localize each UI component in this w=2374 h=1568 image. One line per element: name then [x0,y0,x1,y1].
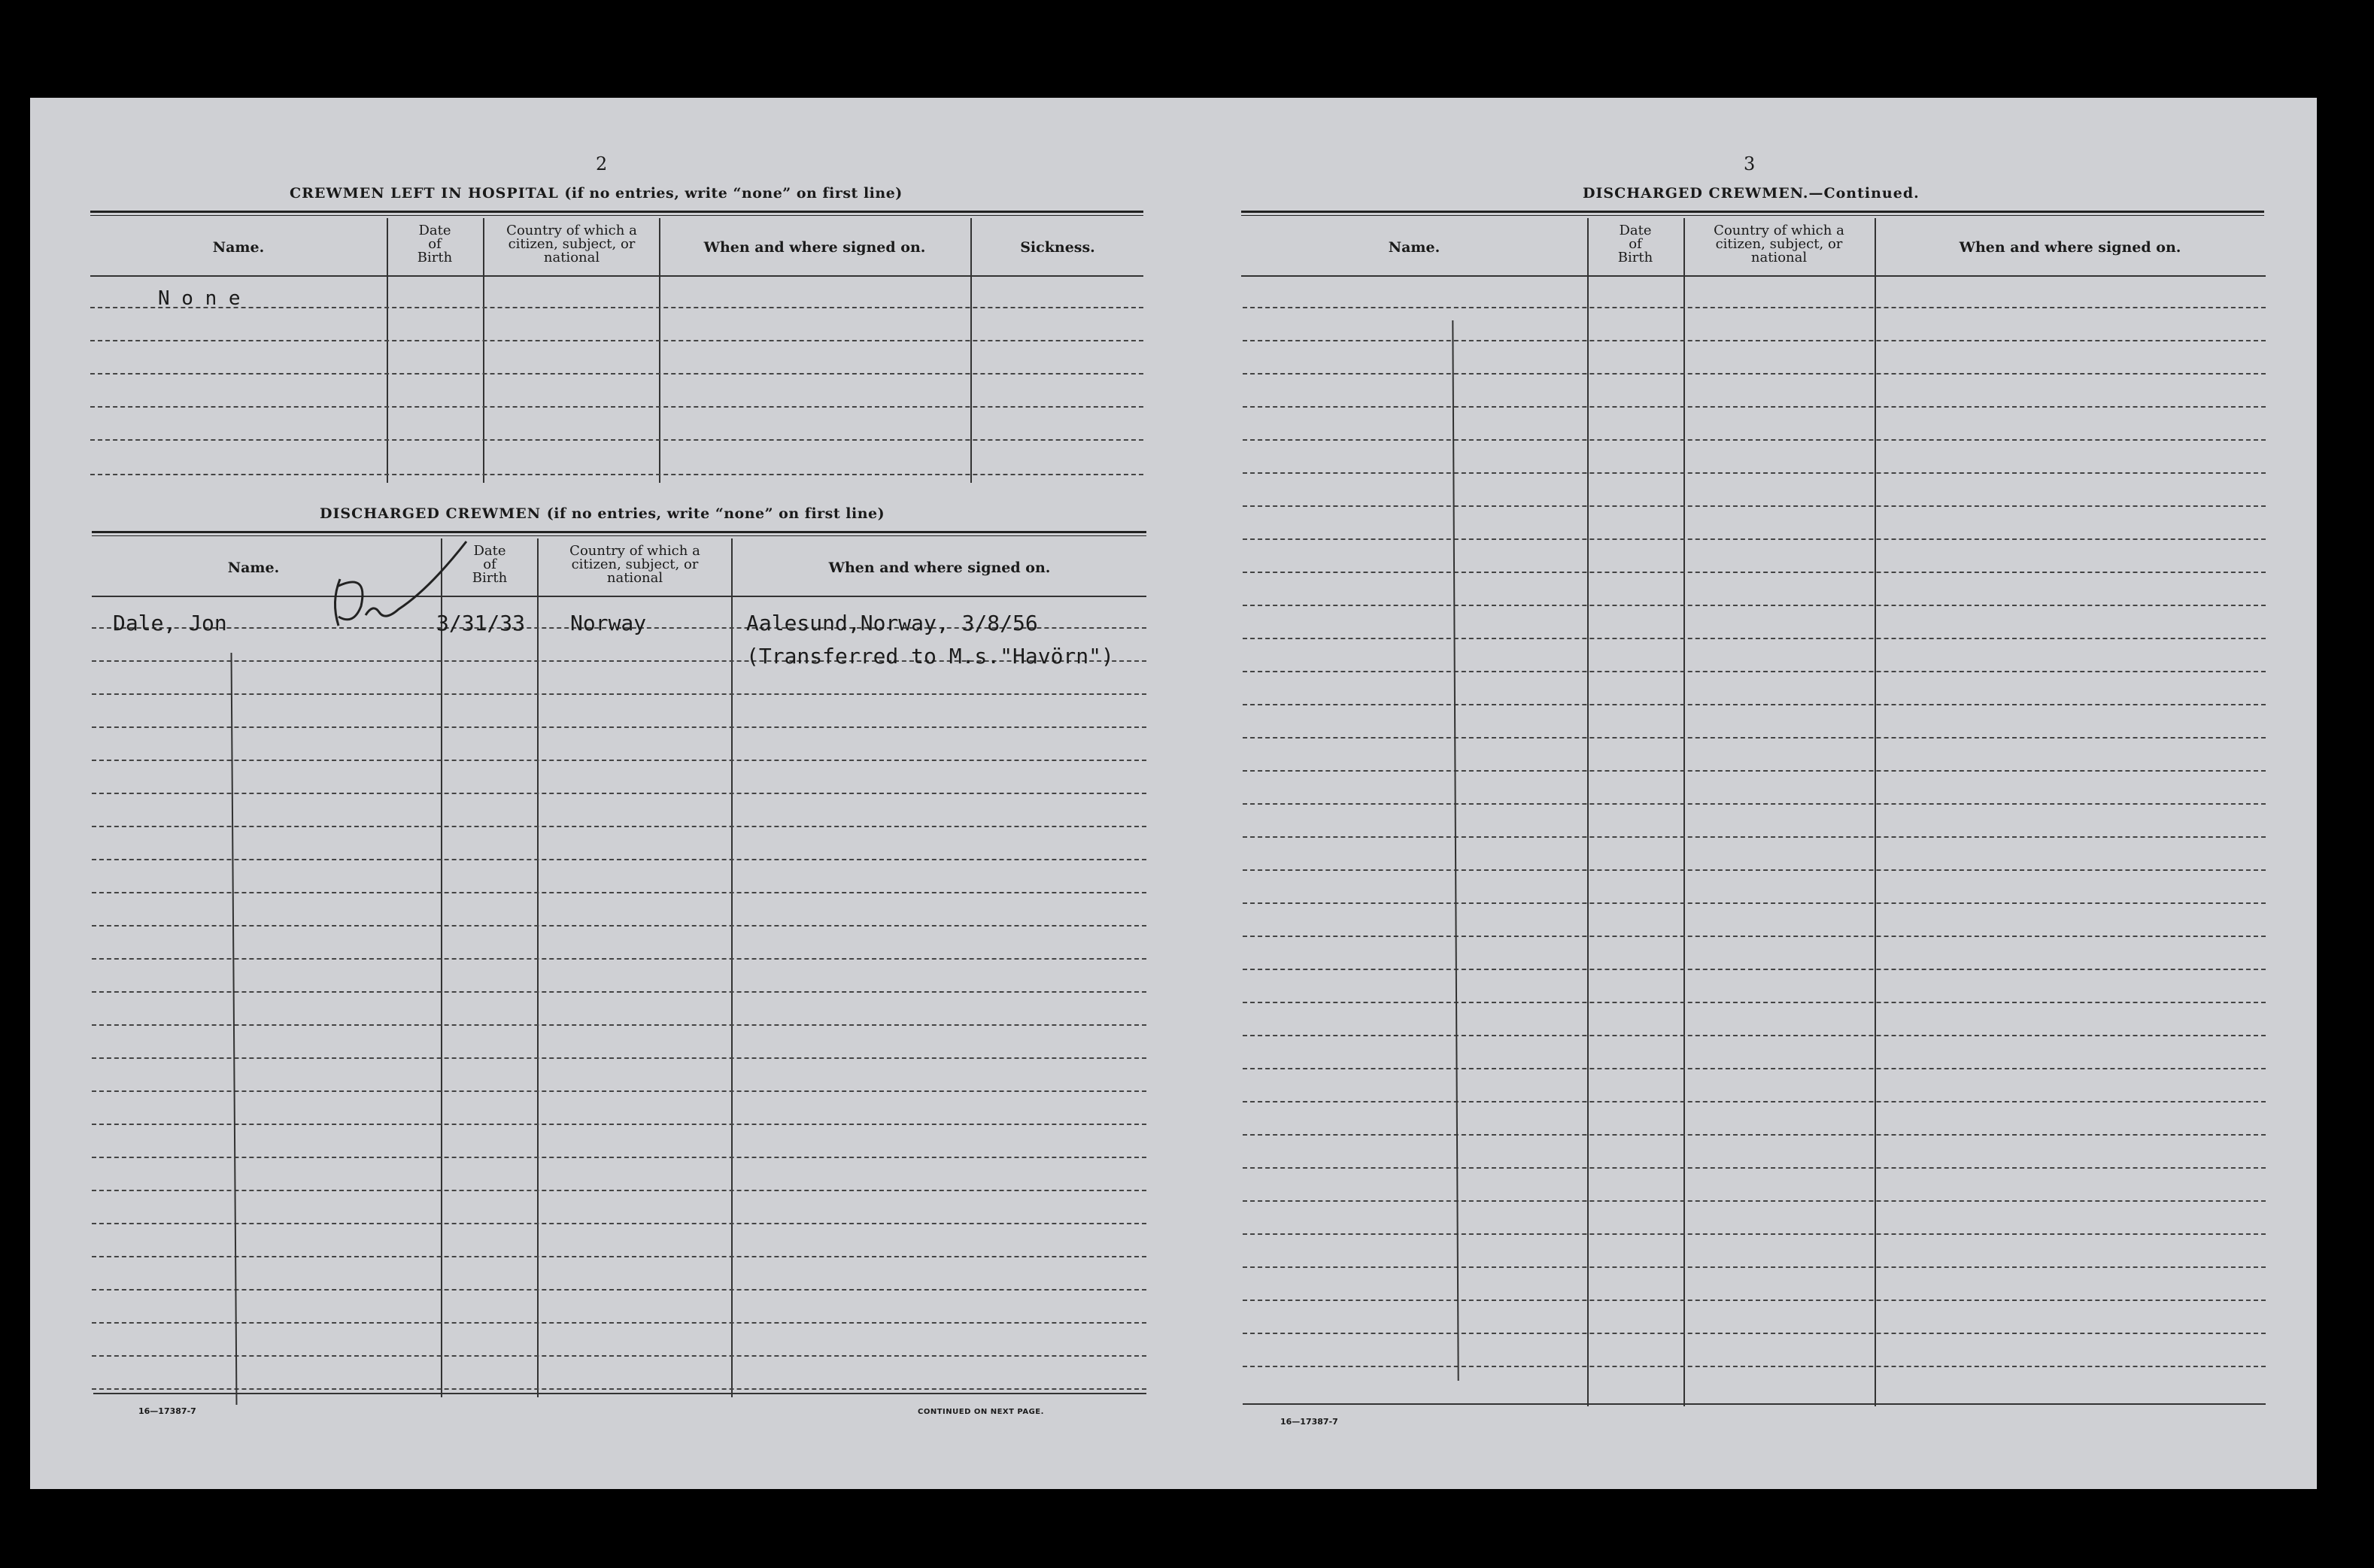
table-row [1243,902,2266,904]
continued-note: CONTINUED ON NEXT PAGE. [918,1408,1044,1416]
table-row [1243,671,2266,672]
hospital-rows [90,277,1143,487]
hospital-header-country: Country of which a citizen, subject, or national [506,223,637,265]
page-number-right: 3 [1744,153,1756,174]
table-row [92,958,1146,960]
table-row [1243,605,2266,606]
table-row [92,1256,1146,1257]
table-row [1243,1002,2266,1003]
entry-dob: 3/31/33 [436,611,526,635]
table-row [92,793,1146,794]
table-row [1243,340,2266,341]
discharged-rows [92,597,1146,1402]
table-row [92,1024,1146,1026]
table-row [90,439,1143,441]
table-row [92,1057,1146,1059]
table-row [1243,1200,2266,1202]
table-row [92,693,1146,695]
table-row [92,1388,1146,1390]
hospital-entry-none: N o n e [158,287,241,310]
table-row [1243,1266,2266,1268]
table-row [1243,1035,2266,1036]
page-number-left: 2 [596,153,608,174]
faint-stamp-mark [60,173,67,198]
form-id-right: 16—17387-7 [1280,1417,1338,1427]
table-row [1243,572,2266,573]
table-row [92,1157,1146,1158]
table-row [1243,538,2266,540]
table-row [92,726,1146,728]
table-row [1243,638,2266,639]
entry-country: Norway [570,611,647,635]
entry-name: Dale, Jon [113,611,227,635]
table-row [92,1322,1146,1324]
table-row [1243,472,2266,474]
table-row [1243,1233,2266,1235]
table-row [1243,1333,2266,1334]
discharged-header-name: Name. [227,560,280,576]
table-row [1243,1134,2266,1136]
table-row [1243,969,2266,970]
discharged-header-country: Country of which a citizen, subject, or national [569,543,700,586]
entry-signed-line2: (Transferred to M.s."Havörn") [746,644,1114,669]
table-row [1243,1101,2266,1102]
right-header-country: Country of which a citizen, subject, or national [1714,223,1844,265]
table-row [92,1190,1146,1191]
table-row [92,826,1146,827]
hospital-header-signed: When and where signed on. [703,239,926,256]
table-row [1243,406,2266,408]
document-sheet [30,98,2317,1489]
discharged-title-rule [92,531,1146,533]
hospital-title-rule [90,211,1143,213]
table-row [92,760,1146,761]
table-row [92,892,1146,893]
discharged-section-title: DISCHARGED CREWMEN (if no entries, write “none” on first line) [320,505,885,522]
form-id-left: 16—17387-7 [138,1406,196,1416]
discharged-header-dob: Date of Birth [472,543,508,586]
right-rows [1243,277,2266,1405]
table-row [92,1289,1146,1290]
table-row [92,925,1146,927]
table-row [1243,1300,2266,1301]
table-row [1243,1366,2266,1367]
table-row [1243,307,2266,308]
table-row [1243,439,2266,441]
table-row [90,474,1143,475]
table-row [1243,770,2266,772]
table-row [90,307,1143,308]
right-bottom-rule [1243,1403,2266,1405]
hospital-header-sickness: Sickness. [1020,239,1095,256]
table-row [1243,803,2266,805]
table-row [92,991,1146,993]
table-row [92,1124,1146,1125]
table-row [92,1355,1146,1357]
discharged-bottom-rule [93,1393,1146,1394]
table-row [1243,1167,2266,1169]
entry-signed-line1: Aalesund,Norway, 3/8/56 [746,611,1038,635]
table-row [1243,505,2266,507]
table-row [1243,869,2266,871]
table-row [1243,373,2266,375]
table-row [1243,1068,2266,1069]
table-row [92,1223,1146,1224]
right-section-title: DISCHARGED CREWMEN.—Continued. [1583,185,1920,202]
table-row [92,859,1146,860]
right-header-name: Name. [1388,239,1440,256]
table-row [1243,737,2266,739]
table-row [90,373,1143,375]
hospital-header-name: Name. [212,239,265,256]
table-row [90,406,1143,408]
discharged-header-signed: When and where signed on. [828,560,1051,576]
right-header-dob: Date of Birth [1617,223,1653,265]
right-title-rule [1241,211,2264,213]
handwritten-initial-mark [301,534,481,647]
table-row [1243,936,2266,937]
table-row [92,1090,1146,1092]
table-row [1243,836,2266,838]
right-header-signed: When and where signed on. [1959,239,2181,256]
table-row [90,340,1143,341]
hospital-header-dob: Date of Birth [417,223,453,265]
table-row [1243,704,2266,705]
hospital-section-title: CREWMEN LEFT IN HOSPITAL (if no entries, write “none” on first line) [290,185,903,202]
